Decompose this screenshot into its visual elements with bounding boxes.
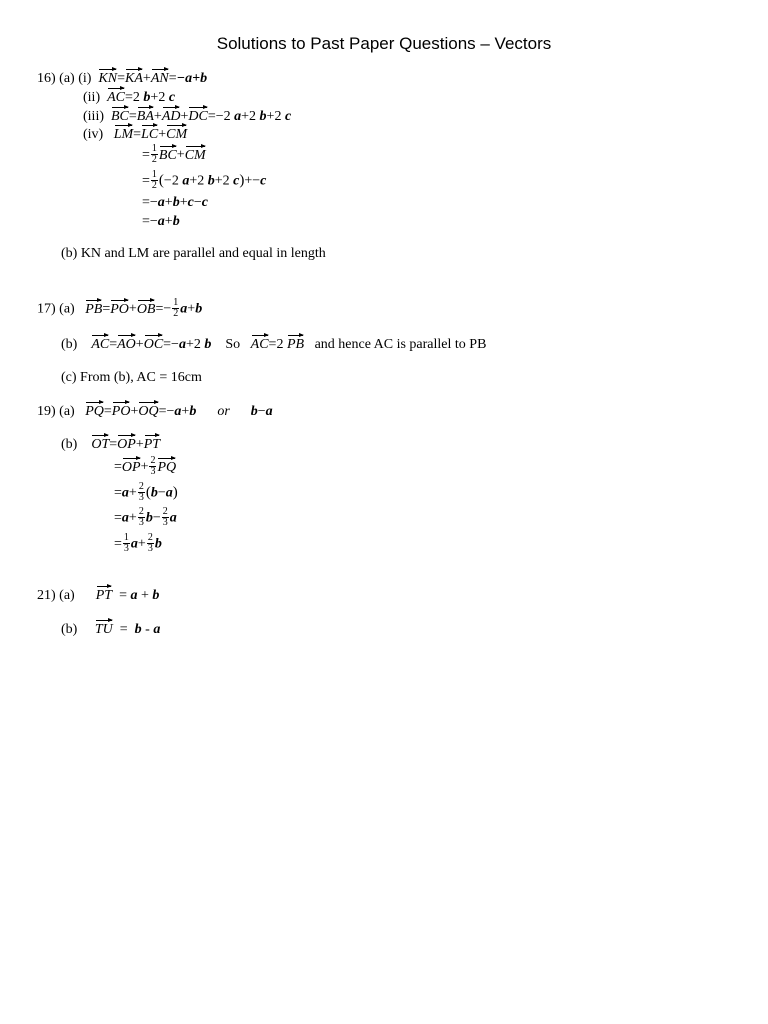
vector-b: b (172, 214, 180, 229)
vector-a: a (130, 536, 138, 552)
part-label: (b) (61, 437, 78, 452)
coefficient: 2 (274, 109, 282, 124)
q19-part-a: 19) (a) PQ=PO+OQ=−a+b or b−a (37, 405, 273, 419)
coefficient: 2 (158, 90, 166, 105)
conjunction: So (225, 337, 241, 352)
vector: CM (185, 144, 206, 163)
coefficient: 2 (132, 90, 140, 105)
vector: LM (114, 123, 133, 142)
vector: PT (96, 584, 112, 603)
vector-a: a (130, 588, 138, 603)
vector: PQ (157, 456, 176, 475)
vector-b: b (250, 404, 258, 419)
vector-a: a (153, 622, 161, 637)
vector-a: a (180, 301, 188, 317)
vector: BC (159, 144, 177, 163)
q16-part-a-i: 16) (a) (i) KN=KA+AN=−a+b (37, 72, 207, 86)
vector-b: b (172, 195, 180, 210)
fraction: $\frac{1}{2}$ (151, 169, 157, 191)
vector: OP (122, 456, 141, 475)
fraction: $\frac{1}{2}$ (151, 143, 157, 165)
coefficient: 2 (223, 109, 231, 124)
fraction: $\frac{1}{2}$ (173, 297, 179, 319)
q19-b-step-1: =OP+ $\frac{2}{3}$ PQ (114, 455, 177, 477)
vector: OT (91, 433, 109, 452)
fraction: $\frac{2}{3}$ (138, 506, 144, 528)
q16-iv-step-3: =−a+b+c−c (142, 195, 208, 210)
vector-a: a (178, 337, 186, 352)
vector-b: b (154, 536, 162, 552)
vector: DC (188, 105, 207, 124)
fraction: $\frac{1}{3}$ (123, 532, 129, 554)
vector: AN (151, 67, 169, 86)
q16-iv-step-1: = $\frac{1}{2}$ BC+CM (142, 143, 206, 165)
vector: LC (141, 123, 158, 142)
vector: KA (125, 67, 143, 86)
vector: AC (107, 86, 125, 105)
vector: PT (144, 433, 160, 452)
subpart-label: (ii) (83, 90, 101, 105)
part-label: (b) (61, 337, 78, 352)
question-number: 17) (37, 301, 56, 317)
q19-b-step-3: =a+ $\frac{2}{3}$ b− $\frac{2}{3}$ a (114, 506, 177, 528)
fraction: $\frac{2}{3}$ (162, 506, 168, 528)
coefficient: 2 (249, 109, 257, 124)
fraction: $\frac{2}{3}$ (138, 481, 144, 503)
q16-part-a-ii: (ii) AC=2 b+2 c (83, 91, 175, 105)
coefficient: 2 (222, 173, 230, 189)
vector-a: a (169, 510, 177, 526)
vector: AO (117, 333, 136, 352)
part-label: (a) (59, 588, 75, 603)
vector: AC (91, 333, 109, 352)
or-text: or (217, 404, 230, 419)
q17-part-c: (c) From (b), AC = 16cm (61, 370, 202, 385)
vector-b: b (134, 622, 142, 637)
vector-b: b (145, 510, 153, 526)
vector: CM (166, 123, 187, 142)
vector: AD (162, 105, 181, 124)
conclusion-text: and hence AC is parallel to PB (314, 337, 487, 352)
subpart-label: (iii) (83, 109, 104, 124)
part-label: (a) (59, 404, 75, 419)
vector: PO (112, 400, 131, 419)
vector-b: b (189, 404, 197, 419)
vector: OP (117, 433, 136, 452)
vector: KN (98, 67, 117, 86)
page-title: Solutions to Past Paper Questions – Vectors (216, 34, 552, 53)
vector-b: b (195, 301, 203, 317)
vector: BC (111, 105, 129, 124)
q16-part-b: (b) KN and LM are parallel and equal in length (61, 246, 326, 261)
question-number: 21) (37, 588, 56, 603)
vector-a: a (121, 485, 129, 501)
vector: OC (144, 333, 163, 352)
vector: TU (95, 618, 113, 637)
vector-b: b (150, 485, 158, 501)
part-label: (b) (61, 622, 78, 637)
vector-a: a (185, 71, 193, 86)
vector: BA (137, 105, 154, 124)
vector-b: b (200, 71, 208, 86)
vector-c: c (233, 173, 240, 189)
vector-b: b (143, 90, 151, 105)
q16-iv-step-4: =−a+b (142, 214, 180, 229)
coefficient: 2 (193, 337, 201, 352)
vector-b: b (207, 173, 215, 189)
vector: PO (110, 298, 129, 317)
question-number: 16) (37, 71, 56, 86)
vector-c: c (201, 195, 208, 210)
vector: PQ (85, 400, 104, 419)
vector-b: b (204, 337, 212, 352)
q17-part-b: (b) AC=AO+OC=−a+2 b So AC=2 PB and hence AC is parallel to PB (61, 338, 486, 352)
vector-b: b (152, 588, 160, 603)
vector-c: c (187, 195, 194, 210)
subpart-label: (i) (78, 71, 92, 86)
coefficient: 2 (197, 173, 205, 189)
fraction: $\frac{2}{3}$ (150, 455, 156, 477)
fraction: $\frac{2}{3}$ (147, 532, 153, 554)
q16-iv-step-2: = $\frac{1}{2}$ (−2 a+2 b+2 c)+−c (142, 169, 267, 191)
vector: OQ (138, 400, 158, 419)
q16-part-a-iii: (iii) BC=BA+AD+DC=−2 a+2 b+2 c (83, 110, 291, 124)
q21-part-a: 21) (a) PT = a + b (37, 589, 159, 603)
q16-part-a-iv: (iv) LM=LC+CM (83, 128, 187, 142)
vector: PB (287, 333, 304, 352)
q17-part-a: 17) (a) PB=PO+OB=− $\frac{1}{2}$ a+b (37, 297, 203, 319)
vector: OB (137, 298, 156, 317)
coefficient: 2 (171, 173, 179, 189)
subpart-label: (iv) (83, 127, 104, 142)
vector-a: a (234, 109, 242, 124)
vector-b: b (259, 109, 267, 124)
part-label: (a) (59, 71, 75, 86)
vector-a: a (182, 173, 190, 189)
vector-a: a (165, 485, 173, 501)
coefficient: 2 (276, 337, 284, 352)
vector-c: c (284, 109, 292, 124)
vector-a: a (157, 214, 165, 229)
vector-a: a (265, 404, 273, 419)
q21-part-b: (b) TU = b - a (61, 623, 160, 637)
vector: AC (251, 333, 269, 352)
vector-c: c (168, 90, 176, 105)
q19-b-step-2: =a+ $\frac{2}{3}$ (b−a) (114, 481, 178, 503)
vector-c: c (260, 173, 267, 189)
q19-b-step-4: = $\frac{1}{3}$ a+ $\frac{2}{3}$ b (114, 532, 162, 554)
q19-part-b: (b) OT=OP+PT (61, 438, 160, 452)
vector-a: a (121, 510, 129, 526)
question-number: 19) (37, 404, 56, 419)
vector-a: a (157, 195, 165, 210)
part-label: (a) (59, 301, 75, 317)
vector: PB (85, 298, 102, 317)
vector-a: a (174, 404, 182, 419)
